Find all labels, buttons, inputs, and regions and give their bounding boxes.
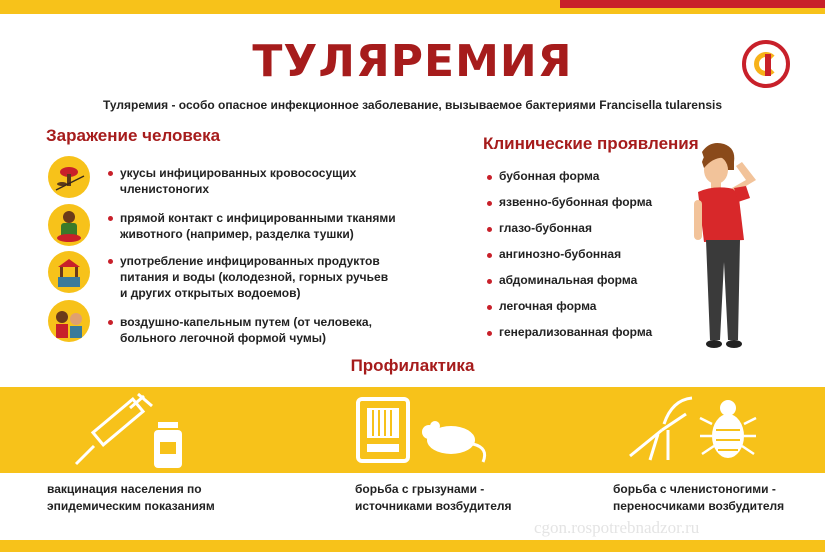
page-title: ТУЛЯРЕМИЯ	[252, 36, 573, 87]
bullet-dot	[487, 305, 492, 310]
infection-heading: Заражение человека	[46, 126, 221, 145]
rodent-trap-icon	[355, 396, 495, 471]
infection-item-line: прямой контакт с инфицированными тканями	[120, 211, 396, 225]
bullet-dot	[487, 175, 492, 180]
clinical-form-item: генерализованная форма	[499, 325, 653, 339]
bullet-dot	[487, 201, 492, 206]
infection-item-line: употребление инфицированных продуктов	[120, 254, 380, 268]
clinical-form-item: глазо-бубонная	[499, 221, 592, 235]
infection-item	[120, 253, 388, 301]
bullet-dot	[487, 331, 492, 336]
prevention-item-line: эпидемическим показаниям	[47, 499, 215, 513]
butcher-icon	[48, 204, 90, 246]
bullet-dot	[487, 253, 492, 258]
infection-item	[120, 314, 372, 346]
infection-item-line: питания и воды (колодезной, горных ручьев	[120, 270, 389, 284]
infection-item-line: укусы инфицированных кровососущих	[120, 166, 357, 180]
sick-person-illustration	[680, 140, 780, 360]
bullet-dot	[487, 227, 492, 232]
well-icon	[48, 251, 90, 293]
site-watermark: cgon.rospotrebnadzor.ru	[534, 518, 700, 537]
infection-item-line: и других открытых водоемов)	[120, 286, 301, 300]
prevention-item	[355, 481, 512, 515]
clinical-form-item: бубонная форма	[499, 169, 600, 183]
prevention-item-line: борьба с грызунами -	[355, 482, 485, 496]
prevention-item-line: вакцинация населения по	[47, 482, 202, 496]
clinical-form-item: абдоминальная форма	[499, 273, 638, 287]
bottom-yellow-bar	[0, 540, 825, 552]
prevention-item	[613, 481, 784, 515]
top-red-bar	[560, 0, 825, 8]
prevention-item-line: переносчиками возбудителя	[613, 499, 785, 513]
insects-icon	[628, 394, 768, 473]
prevention-heading: Профилактика	[350, 356, 475, 375]
infection-item-line: членистоногих	[120, 182, 210, 196]
clinical-form-item: ангинозно-бубонная	[499, 247, 622, 261]
prevention-item	[47, 481, 215, 515]
bullet-dot	[108, 216, 113, 221]
page-subtitle: Туляремия - особо опасное инфекционное заболевание, вызываемое бактериями Francisella tularensis	[103, 98, 722, 112]
bullet-dot	[108, 320, 113, 325]
infection-item-line: воздушно-капельным путем (от человека,	[120, 315, 372, 329]
bullet-dot	[108, 259, 113, 264]
infection-item-line: больного легочной формой чумы)	[120, 331, 326, 345]
infection-item	[120, 165, 356, 197]
infection-item-line: животного (например, разделка тушки)	[120, 227, 354, 241]
syringe-icon	[72, 392, 202, 473]
clinical-form-item: легочная форма	[499, 299, 597, 313]
clinical-heading: Клинические проявления	[483, 134, 699, 153]
bullet-dot	[487, 279, 492, 284]
clinical-form-item: язвенно-бубонная форма	[499, 195, 653, 209]
infection-item	[120, 210, 396, 242]
people-icon	[48, 300, 90, 342]
prevention-item-line: источниками возбудителя	[355, 499, 512, 513]
mosquito-icon	[48, 156, 90, 198]
rospotrebnadzor-logo-icon	[742, 40, 790, 88]
bullet-dot	[108, 171, 113, 176]
prevention-item-line: борьба с членистоногими -	[613, 482, 776, 496]
